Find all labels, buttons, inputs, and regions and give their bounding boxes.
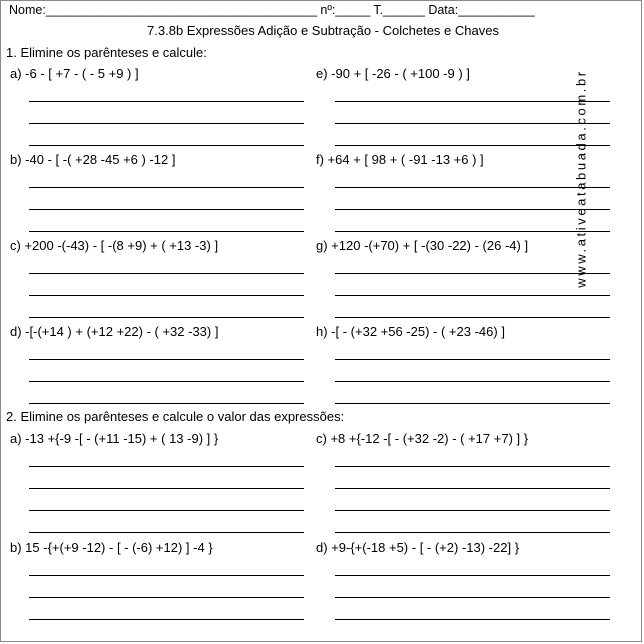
section-2-heading: 2. Elimine os parênteses e calcule o valor das expressões:	[6, 409, 345, 424]
answer-line	[29, 101, 304, 102]
question-2d: d) +9-{+(-18 +5) - [ - (+2) -13) -22] }	[316, 540, 520, 555]
answer-line	[335, 101, 610, 102]
question-1c: c) +200 -(-43) - [ -(8 +9) + ( +13 -3) ]	[10, 238, 219, 253]
answer-line	[29, 510, 304, 511]
answer-line	[29, 295, 304, 296]
answer-line	[335, 403, 610, 404]
answer-line	[29, 123, 304, 124]
answer-line	[335, 231, 610, 232]
answer-line	[335, 145, 610, 146]
answer-line	[335, 359, 610, 360]
question-1d: d) -[-(+14 ) + (+12 +22) - ( +32 -33) ]	[10, 324, 219, 339]
answer-line	[29, 187, 304, 188]
answer-line	[29, 209, 304, 210]
answer-line	[29, 145, 304, 146]
question-2a: a) -13 +{-9 -[ - (+11 -15) + ( 13 -9) ] }	[10, 431, 219, 446]
answer-line	[29, 381, 304, 382]
answer-line	[335, 209, 610, 210]
answer-line	[29, 231, 304, 232]
student-info-line: Nome:_______________________________________ nº:_____ T.______ Data:___________	[9, 3, 535, 17]
answer-line	[335, 295, 610, 296]
answer-line	[29, 597, 304, 598]
answer-line	[29, 317, 304, 318]
answer-line	[335, 123, 610, 124]
question-1a: a) -6 - [ +7 - ( - 5 +9 ) ]	[10, 66, 139, 81]
answer-line	[335, 273, 610, 274]
answer-line	[335, 532, 610, 533]
answer-line	[335, 317, 610, 318]
answer-line	[29, 532, 304, 533]
answer-line	[335, 510, 610, 511]
question-1f: f) +64 + [ 98 + ( -91 -13 +6 ) ]	[316, 152, 484, 167]
section-1-heading: 1. Elimine os parênteses e calcule:	[6, 45, 207, 60]
question-1g: g) +120 -(+70) + [ -(30 -22) - (26 -4) ]	[316, 238, 529, 253]
question-1h: h) -[ - (+32 +56 -25) - ( +23 -46) ]	[316, 324, 505, 339]
answer-line	[335, 187, 610, 188]
question-1b: b) -40 - [ -( +28 -45 +6 ) -12 ]	[10, 152, 176, 167]
answer-line	[29, 403, 304, 404]
answer-line	[335, 619, 610, 620]
answer-line	[29, 619, 304, 620]
answer-line	[29, 575, 304, 576]
answer-line	[335, 488, 610, 489]
question-2b: b) 15 -{+(+9 -12) - [ - (-6) +12) ] -4 }	[10, 540, 213, 555]
answer-line	[335, 381, 610, 382]
answer-line	[29, 359, 304, 360]
answer-line	[335, 575, 610, 576]
worksheet-title: 7.3.8b Expressões Adição e Subtração - Colchetes e Chaves	[147, 23, 499, 38]
answer-line	[335, 597, 610, 598]
question-1e: e) -90 + [ -26 - ( +100 -9 ) ]	[316, 66, 470, 81]
question-2c: c) +8 +{-12 -[ - (+32 -2) - ( +17 +7) ] }	[316, 431, 529, 446]
website-watermark: www.ativeatabuada.com.br	[573, 69, 589, 288]
answer-line	[29, 488, 304, 489]
answer-line	[29, 273, 304, 274]
answer-line	[29, 466, 304, 467]
answer-line	[335, 466, 610, 467]
